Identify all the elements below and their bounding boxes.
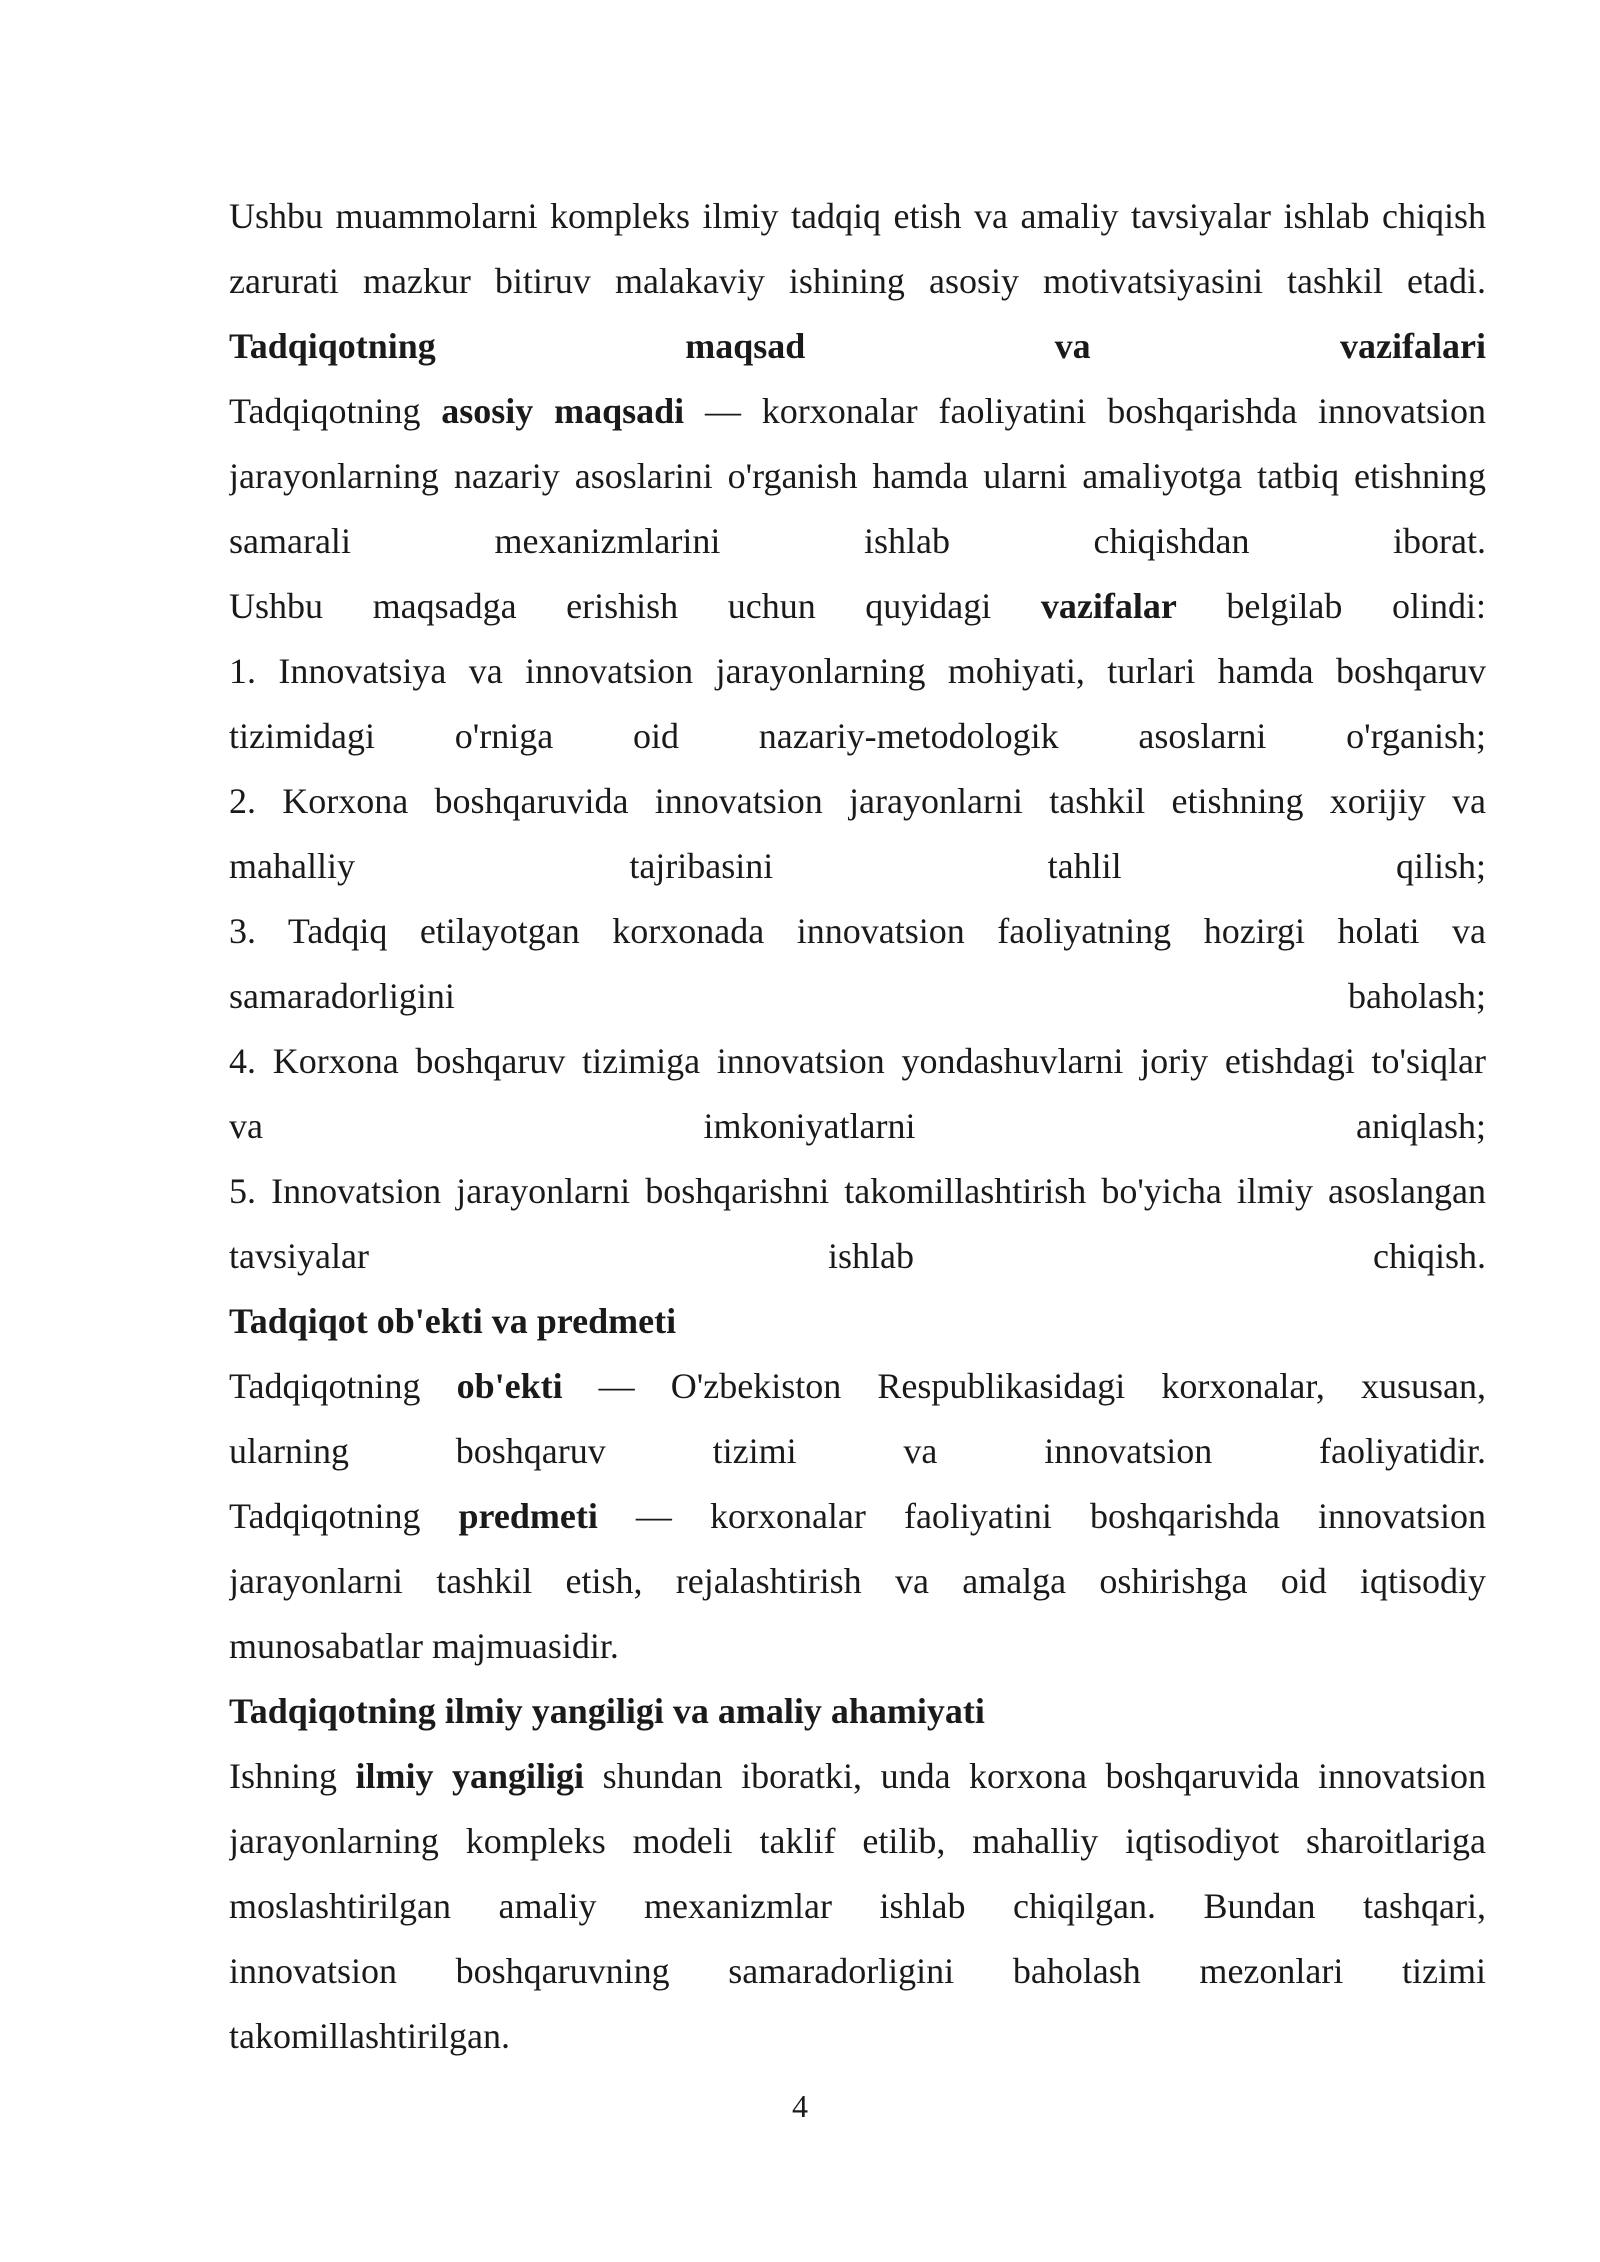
text-line (229, 1289, 1486, 1354)
text-span: zarurati mazkur bitiruv malakaviy ishining asosiy motivatsiyasini tashkil etadi. (229, 261, 1486, 301)
bold-text: Tadqiqot ob'ekti va predmeti (229, 1301, 677, 1341)
bold-text: Tadqiqotning ilmiy yangiligi va amaliy ahamiyati (229, 1691, 985, 1731)
text-line (229, 1874, 1486, 1939)
text-span: 2. Korxona boshqaruvida innovatsion jarayonlarni tashkil etishning xorijiy va (229, 781, 1486, 821)
text-line (229, 574, 1486, 639)
text-span: 1. Innovatsiya va innovatsion jarayonlarning mohiyati, turlari hamda boshqaruv (229, 651, 1486, 691)
text-span: 5. Innovatsion jarayonlarni boshqarishni takomillashtirish bo'yicha ilmiy asoslangan (229, 1171, 1486, 1211)
bold-text: predmeti (458, 1496, 598, 1536)
document-body (229, 184, 1486, 2069)
text-line (229, 1614, 1486, 1679)
text-line (229, 1224, 1486, 1289)
text-line (229, 249, 1486, 314)
text-span: — O'zbekiston Respublikasidagi korxonalar, xususan, (562, 1366, 1486, 1406)
text-span: munosabatlar majmuasidir. (229, 1626, 619, 1666)
text-line (229, 899, 1486, 964)
text-span: va imkoniyatlarni aniqlash; (229, 1106, 1486, 1146)
text-span: Tadqiqotning (229, 391, 442, 431)
text-line (229, 1809, 1486, 1874)
bold-text: vazifalar (1040, 586, 1177, 626)
text-line (229, 1354, 1486, 1419)
text-span: belgilab olindi: (1176, 586, 1486, 626)
text-span: Tadqiqotning (229, 1366, 457, 1406)
text-span: Ishning (229, 1756, 356, 1796)
bold-text: ob'ekti (456, 1366, 563, 1406)
text-line (229, 769, 1486, 834)
bold-text: asosiy maqsadi (441, 391, 685, 431)
text-line (229, 379, 1486, 444)
text-line (229, 1159, 1486, 1224)
text-line (229, 444, 1486, 509)
text-span: tavsiyalar ishlab chiqish. (229, 1236, 1486, 1276)
text-line (229, 1094, 1486, 1159)
text-line (229, 1029, 1486, 1094)
text-span: moslashtirilgan amaliy mexanizmlar ishlab chiqilgan. Bundan tashqari, (229, 1886, 1486, 1926)
text-span: takomillashtirilgan. (229, 2016, 510, 2056)
text-line (229, 1419, 1486, 1484)
text-span: — korxonalar faoliyatini boshqarishda innovatsion (684, 391, 1486, 431)
text-line (229, 1549, 1486, 1614)
bold-text: Tadqiqotning maqsad va vazifalari (229, 326, 1486, 366)
text-span: shundan iboratki, unda korxona boshqaruvida innovatsion (584, 1756, 1486, 1796)
text-span: Ushbu maqsadga erishish uchun quyidagi (229, 586, 1041, 626)
text-line (229, 314, 1486, 379)
page-number: 4 (792, 2088, 808, 2124)
text-line (229, 1939, 1486, 2004)
text-line (229, 1679, 1486, 1744)
text-line (229, 184, 1486, 249)
text-span: jarayonlarning kompleks modeli taklif etilib, mahalliy iqtisodiyot sharoitlariga (229, 1821, 1486, 1861)
bold-text: ilmiy yangiligi (355, 1756, 585, 1796)
text-span: mahalliy tajribasini tahlil qilish; (229, 846, 1486, 886)
text-line (229, 2004, 1486, 2069)
text-span: jarayonlarni tashkil etish, rejalashtirish va amalga oshirishga oid iqtisodiy (229, 1561, 1486, 1601)
text-line (229, 834, 1486, 899)
text-line (229, 704, 1486, 769)
text-span: ularning boshqaruv tizimi va innovatsion faoliyatidir. (229, 1431, 1486, 1471)
text-line (229, 1744, 1486, 1809)
text-line (229, 639, 1486, 704)
text-span: Tadqiqotning (229, 1496, 459, 1536)
text-span: jarayonlarning nazariy asoslarini o'rganish hamda ularni amaliyotga tatbiq etishning (229, 456, 1486, 496)
text-span: Ushbu muammolarni kompleks ilmiy tadqiq etish va amaliy tavsiyalar ishlab chiqish (229, 196, 1486, 236)
text-line (229, 964, 1486, 1029)
text-line (229, 509, 1486, 574)
text-span: 3. Tadqiq etilayotgan korxonada innovatsion faoliyatning hozirgi holati va (229, 911, 1486, 951)
text-span: samaradorligini baholash; (229, 976, 1486, 1016)
text-span: — korxonalar faoliyatini boshqarishda innovatsion (597, 1496, 1486, 1536)
text-line (229, 1484, 1486, 1549)
text-span: samarali mexanizmlarini ishlab chiqishdan iborat. (229, 521, 1486, 561)
text-span: innovatsion boshqaruvning samaradorligini baholash mezonlari tizimi (229, 1951, 1486, 1991)
text-span: tizimidagi o'rniga oid nazariy-metodologik asoslarni o'rganish; (229, 716, 1486, 756)
text-span: 4. Korxona boshqaruv tizimiga innovatsion yondashuvlarni joriy etishdagi to'siqlar (229, 1041, 1486, 1081)
